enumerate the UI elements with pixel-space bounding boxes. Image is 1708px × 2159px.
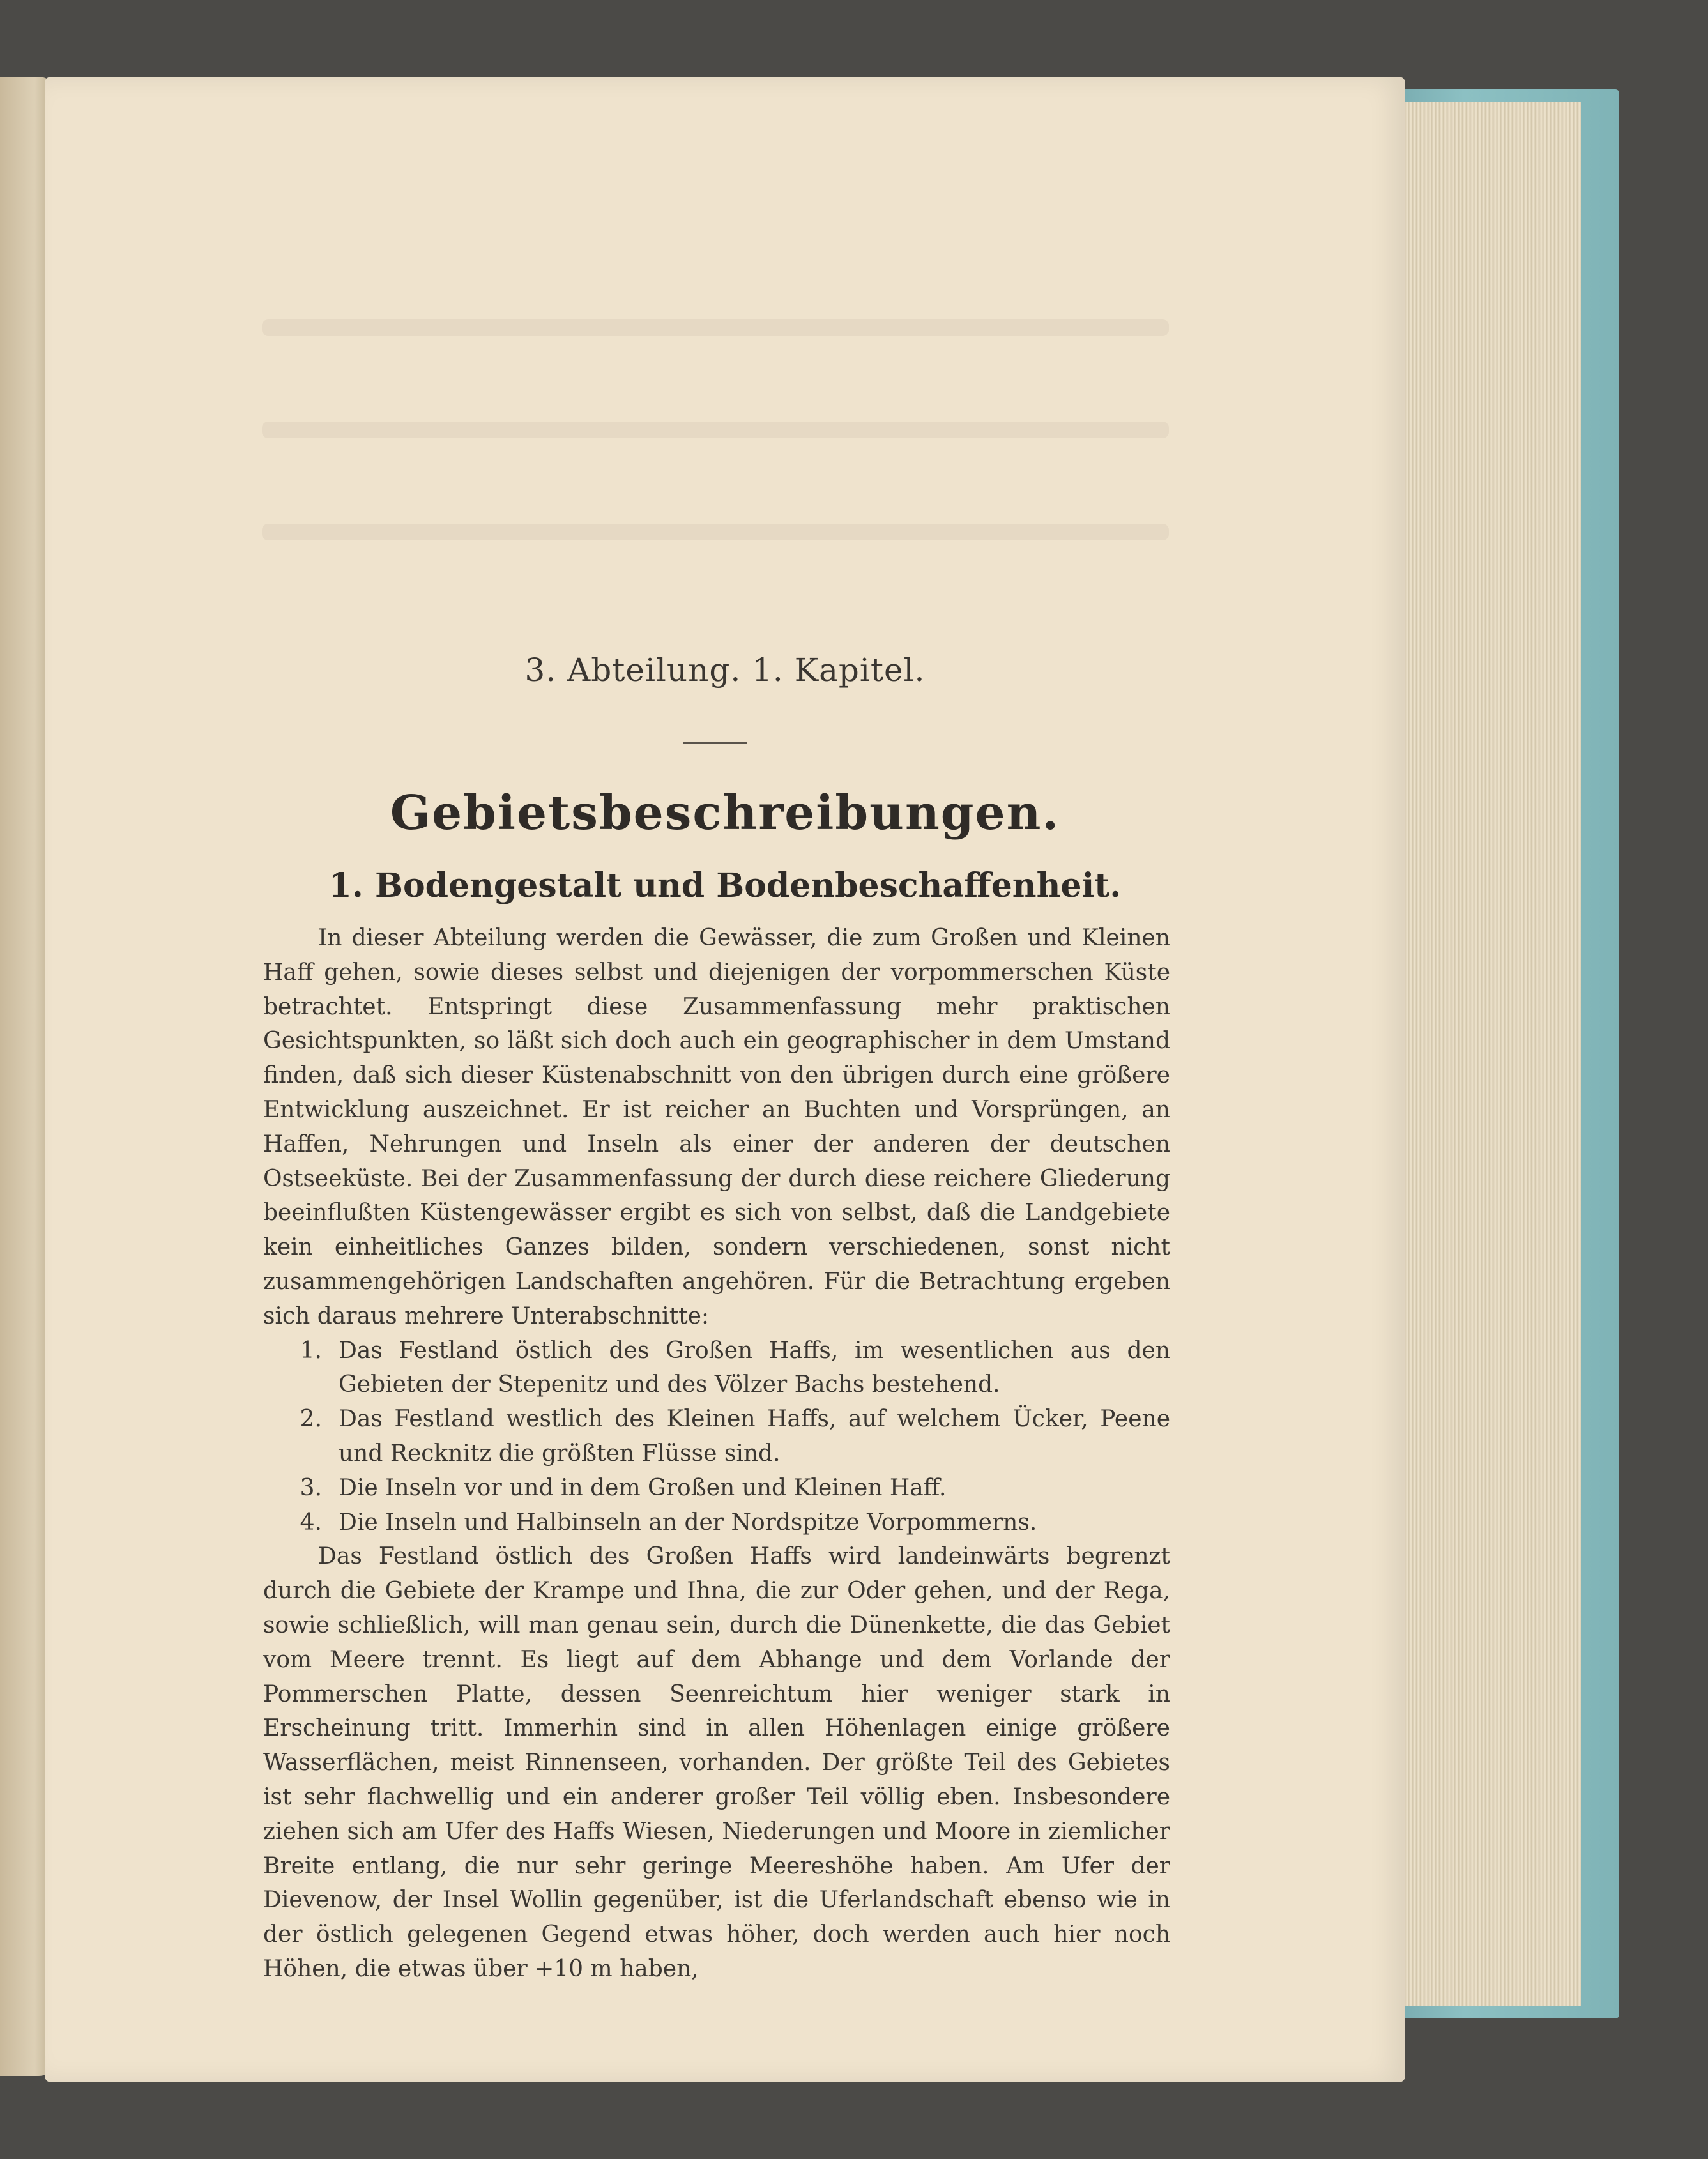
book-page bbox=[45, 77, 1405, 2082]
show-through-line bbox=[262, 422, 1169, 438]
section-heading: 1. Bodengestalt und Bodenbeschaffenheit. bbox=[328, 866, 1122, 905]
list-number: 4. bbox=[300, 1509, 322, 1536]
page-stack-edge bbox=[1386, 102, 1581, 2006]
list-text: Das Festland westlich des Kleinen Haffs, auf welchem Ücker, Peene und Recknitz die größten Flüsse sind. bbox=[339, 1406, 1170, 1467]
paragraph: Das Festland östlich des Großen Haffs wird landeinwärts begrenzt durch die Gebiete der Krampe und Ihna, die zur Oder gehen, und der Rega, sowie schließlich, will man genau sein, durch die Dünenkette, die das Gebiet vom Meere trennt. Es liegt auf dem Abhange und dem Vorlande der Pommerschen Platte, dessen Seenreichtum hier weniger stark in Erscheinung tritt. Immerhin sind in allen Höhenlagen einige größere Wasserflächen, meist Rinnenseen, vorhanden. Der größte Teil des Gebietes ist sehr flachwellig und ein anderer großer Teil völlig eben. Insbesondere ziehen sich am Ufer des Haffs Wiesen, Niederungen und Moore in ziemlicher Breite entlang, die nur sehr geringe Meereshöhe haben. Am Ufer der Dievenow, der Insel Wollin gegenüber, ist die Uferlandschaft ebenso wie in der östlich gelegenen Gegend etwas höher, doch werden auch hier noch Höhen, die etwas über +10 m haben, bbox=[263, 1543, 1170, 1982]
page-title: Gebietsbeschreibungen. bbox=[390, 786, 1060, 841]
list-item bbox=[263, 1471, 1170, 1506]
subsection-list bbox=[263, 1334, 1170, 1540]
divider bbox=[683, 742, 747, 744]
paragraph: In dieser Abteilung werden die Gewässer, die zum Großen und Kleinen Haff gehen, sowie dieses selbst und diejenigen der vorpommerschen Küste betrachtet. Entspringt diese Zusammenfassung mehr praktischen Gesichtspunkten, so läßt sich doch auch ein geographischer in dem Umstand finden, daß sich dieser Küstenabschnitt von den übrigen durch eine größere Entwicklung auszeichnet. Er ist reicher an Buchten und Vorsprüngen, an Haffen, Nehrungen und Inseln als einer der anderen der deutschen Ostseeküste. Bei der Zusammenfassung der durch diese reichere Gliederung beeinflußten Küstengewässer ergibt es sich von selbst, daß die Landgebiete kein einheitliches Ganzes bilden, sondern verschiedenen, sonst nicht zusammengehörigen Landschaften angehören. Für die Betrachtung ergeben sich daraus mehrere Unterabschnitte: bbox=[263, 925, 1170, 1329]
chapter-heading: 3. Abteilung. 1. Kapitel. bbox=[524, 652, 926, 689]
list-number: 1. bbox=[300, 1337, 322, 1364]
list-item bbox=[263, 1506, 1170, 1540]
list-number: 2. bbox=[300, 1406, 322, 1433]
list-item bbox=[263, 1334, 1170, 1403]
list-text: Die Inseln und Halbinseln an der Nordspitze Vorpommerns. bbox=[339, 1509, 1037, 1536]
list-number: 3. bbox=[300, 1474, 322, 1501]
show-through-line bbox=[262, 524, 1169, 540]
body-text bbox=[263, 921, 1170, 1987]
list-item bbox=[263, 1402, 1170, 1471]
show-through-line bbox=[262, 319, 1169, 336]
list-text: Die Inseln vor und in dem Großen und Kleinen Haff. bbox=[339, 1474, 947, 1501]
list-text: Das Festland östlich des Großen Haffs, im wesentlichen aus den Gebieten der Stepenitz und des Völzer Bachs bestehend. bbox=[339, 1337, 1170, 1398]
